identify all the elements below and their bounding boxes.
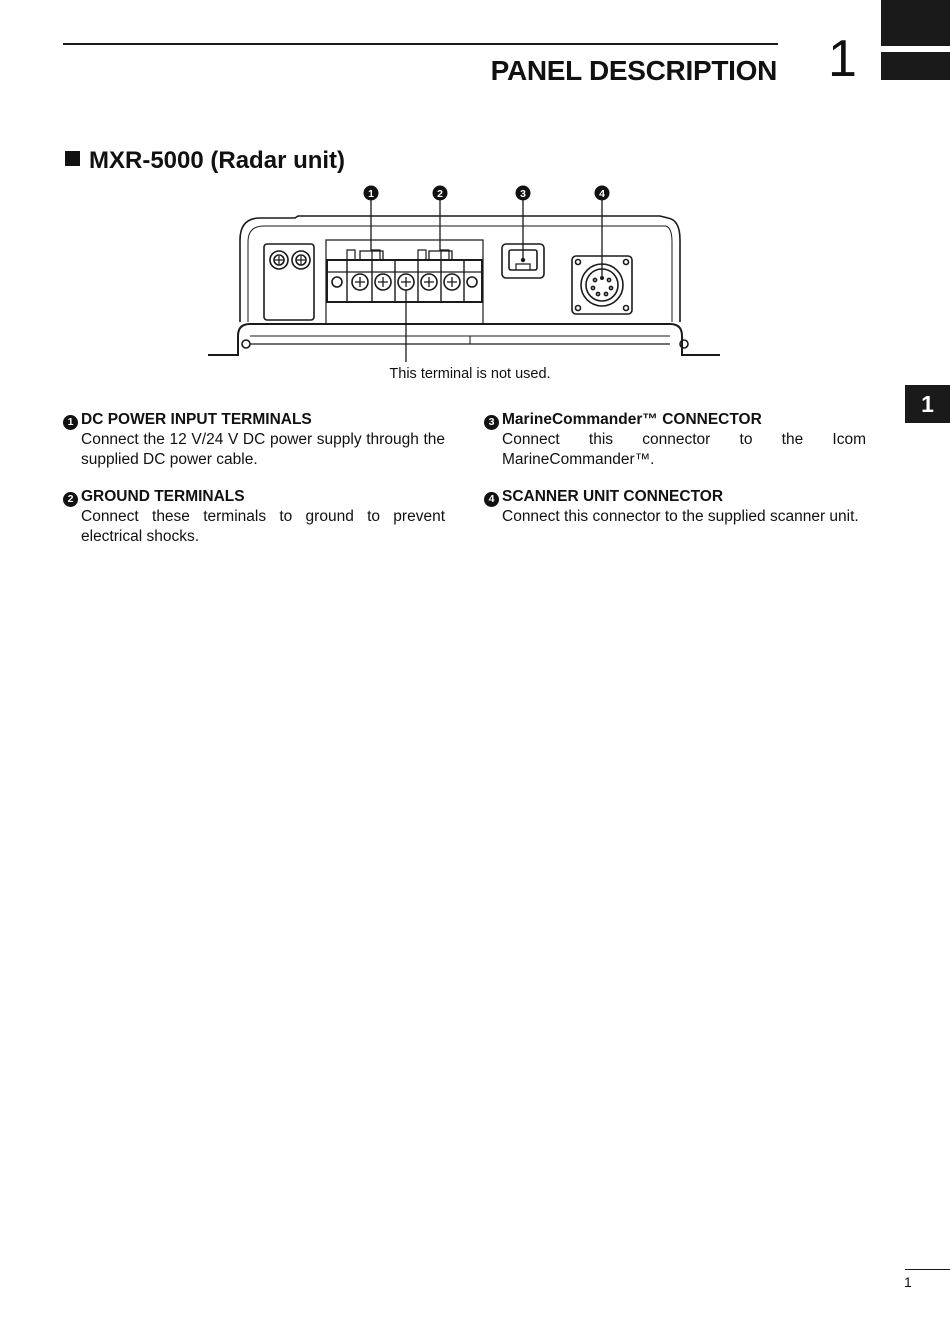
item-text: Connect the 12 V/24 V DC power supply through the supplied DC power cable. xyxy=(81,431,445,468)
callout-2-icon xyxy=(433,186,448,201)
callout-1-icon xyxy=(364,186,379,201)
item-title: DC POWER INPUT TERMINALS xyxy=(81,411,312,428)
svg-text:4: 4 xyxy=(599,188,605,200)
item-text: Connect this connector to the Icom MarineCommander™. xyxy=(502,431,866,468)
svg-text:2: 2 xyxy=(437,188,443,200)
unit-body-outline xyxy=(240,216,680,322)
item-heading xyxy=(63,410,445,430)
number-2-icon: 2 xyxy=(63,492,78,507)
svg-text:1: 1 xyxy=(368,188,374,200)
svg-text:3: 3 xyxy=(520,188,526,200)
item-text: Connect these terminals to ground to prevent electrical shocks. xyxy=(81,508,445,545)
square-bullet-icon xyxy=(65,151,80,166)
callout-markers xyxy=(364,186,610,201)
item-marinecommander-connector xyxy=(484,410,866,469)
terminal-block xyxy=(327,250,482,302)
chapter-tab-bottom xyxy=(881,52,950,80)
section-heading xyxy=(65,147,345,175)
left-screws xyxy=(270,251,310,269)
radar-unit-panel-diagram xyxy=(200,178,730,368)
callout-3-icon xyxy=(516,186,531,201)
item-heading xyxy=(484,410,866,430)
number-3-icon: 3 xyxy=(484,415,499,430)
item-dc-power-input xyxy=(63,410,445,469)
chapter-side-tab: 1 xyxy=(905,385,950,423)
unused-terminal-note: This terminal is not used. xyxy=(389,366,551,382)
header-rule xyxy=(63,43,778,45)
page-title: PANEL DESCRIPTION xyxy=(490,55,777,86)
callout-4-icon xyxy=(595,186,610,201)
section-heading-text: MXR-5000 (Radar unit) xyxy=(89,147,346,174)
item-text: Connect this connector to the supplied scanner unit. xyxy=(502,508,859,525)
page-number: 1 xyxy=(904,1274,912,1290)
footer-rule xyxy=(905,1269,950,1270)
item-heading xyxy=(63,487,445,507)
item-ground-terminals xyxy=(63,487,445,546)
number-1-icon: 1 xyxy=(63,415,78,430)
number-4-icon: 4 xyxy=(484,492,499,507)
item-title: MarineCommander™ CONNECTOR xyxy=(502,411,762,428)
item-title: SCANNER UNIT CONNECTOR xyxy=(502,488,724,505)
item-scanner-unit-connector xyxy=(484,487,866,527)
chapter-number: 1 xyxy=(828,30,857,88)
item-heading xyxy=(484,487,866,507)
chapter-tab-top xyxy=(881,0,950,46)
item-title: GROUND TERMINALS xyxy=(81,488,245,505)
